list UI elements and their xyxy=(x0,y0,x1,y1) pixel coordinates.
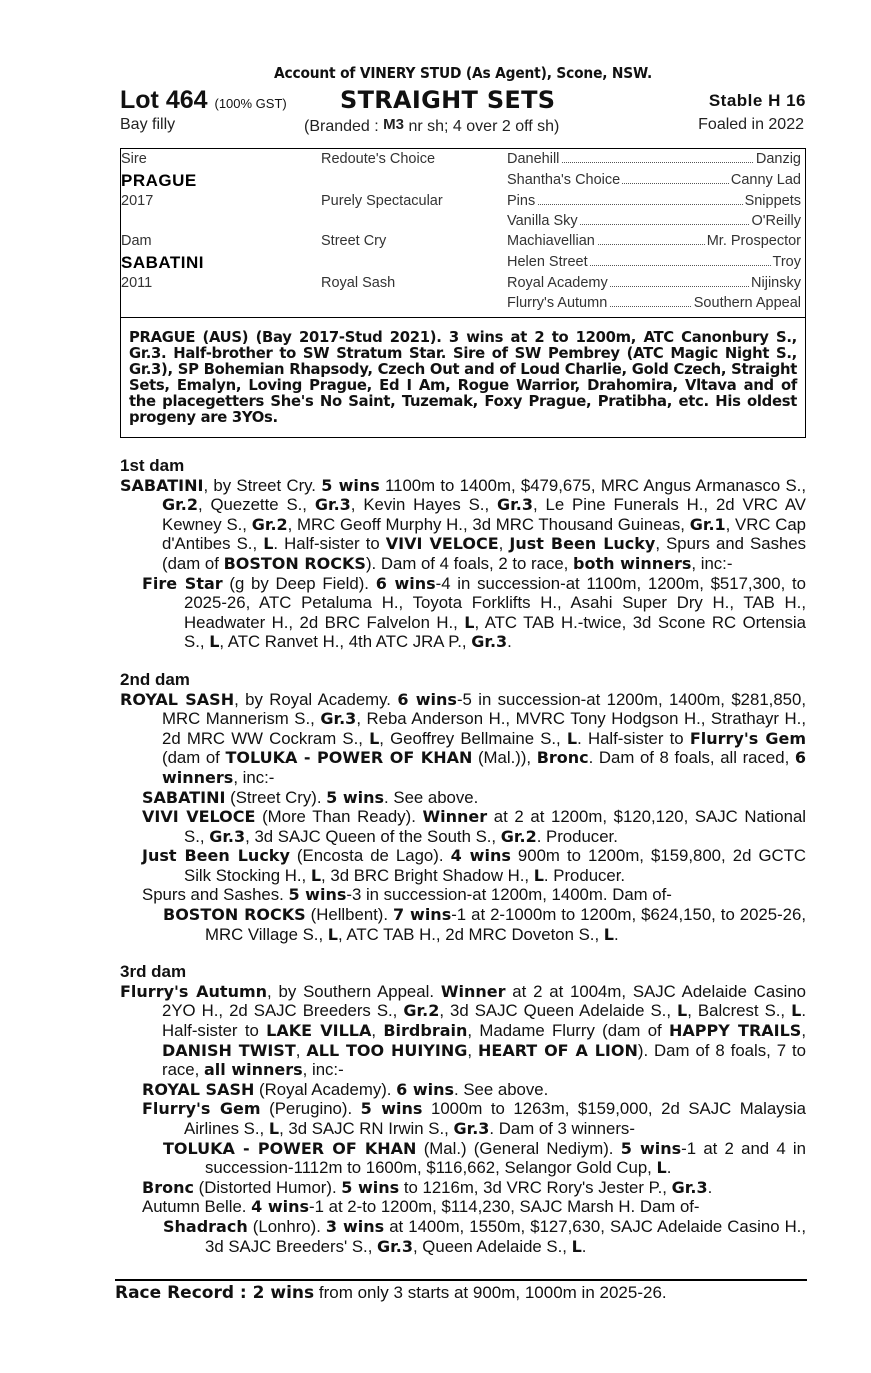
text-run: , xyxy=(295,1040,307,1060)
foaled-year: Foaled in 2022 xyxy=(698,116,804,133)
text-run: Autumn Belle. xyxy=(142,1197,252,1217)
text-run: , Queen Adelaide S., xyxy=(412,1236,572,1256)
text-run: (Royal Academy). xyxy=(254,1079,397,1099)
text-run: (g by Deep Field). xyxy=(222,573,376,593)
text-run: , 3d BRC Bright Shadow H., xyxy=(321,865,534,885)
gen3-horse: Royal Academy xyxy=(507,275,608,291)
text-run: , inc:- xyxy=(233,767,275,787)
text-run: , 3d SAJC Queen Adelaide S., xyxy=(439,1001,678,1021)
text-run: . Dam of 8 foals, all raced, xyxy=(588,748,795,768)
bold-run: DANISH TWIST xyxy=(162,1040,296,1060)
bold-run: all winners xyxy=(203,1060,303,1080)
bold-run: SABATINI xyxy=(120,475,204,495)
dam-label: Dam xyxy=(121,233,152,249)
text-run: Spurs and Sashes. xyxy=(142,885,289,905)
bold-run: 6 winners xyxy=(162,748,806,787)
bold-run: 5 wins xyxy=(321,475,380,495)
section-heading: 1st dam xyxy=(120,456,185,475)
pedigree-gen2-sire-dam: Purely Spectacular xyxy=(321,193,443,209)
text-run: at 2 at 1004m, SAJC Adelaide Casino 2YO H., 2d SAJC Breeders S., xyxy=(162,981,807,1021)
text-run: , Madame Flurry (dam of xyxy=(467,1021,670,1041)
bold-run: L xyxy=(571,1236,582,1256)
bold-run: Gr.2 xyxy=(251,514,288,534)
pedigree-gen2-sire-sire: Redoute's Choice xyxy=(321,151,436,167)
text-run: at 1400m, 1550m, $127,630, SAJC Adelaide Casino H., 3d SAJC Breeders' S., xyxy=(205,1216,807,1256)
gen3-horse: Flurry's Autumn xyxy=(507,295,608,311)
text-run: . xyxy=(666,1158,672,1178)
sire-label: Sire xyxy=(121,151,147,167)
bold-run: Gr.3 xyxy=(671,1177,708,1197)
text-run: (Lonhro). xyxy=(247,1216,326,1236)
dam-section xyxy=(120,456,806,652)
text-run: , xyxy=(467,1040,478,1060)
text-run: , Quezette S., xyxy=(197,495,315,515)
pedigree-entry xyxy=(120,788,806,808)
bold-run: TOLUKA - POWER OF KHAN xyxy=(225,748,473,768)
bold-run: TOLUKA - POWER OF KHAN xyxy=(163,1138,417,1158)
bold-run: both winners xyxy=(573,553,692,573)
bold-run: Birdbrain xyxy=(383,1021,468,1041)
text-run: -1 at 2-1000m to 1200m, $624,150, to 2025-26, MRC Village S., xyxy=(205,905,806,944)
text-run: . Half-sister to xyxy=(273,534,386,554)
bold-run: 5 wins xyxy=(620,1138,682,1158)
dam-year: 2011 xyxy=(121,275,153,291)
text-run: , 3d SAJC Queen of the South S., xyxy=(245,826,501,846)
text-run: , xyxy=(801,1021,807,1041)
pedigree-gen3-row xyxy=(507,151,801,167)
bold-run: 3 wins xyxy=(325,1216,385,1236)
section-heading: 3rd dam xyxy=(120,962,187,982)
bold-run: Gr.1 xyxy=(689,514,726,534)
bold-run: L xyxy=(263,534,274,554)
text-run: , ATC TAB H., 2d MRC Doveton S., xyxy=(338,924,604,944)
stable-label: Stable H 16 xyxy=(708,91,806,110)
text-run: . Producer. xyxy=(543,865,626,885)
bold-run: Gr.2 xyxy=(403,1001,440,1021)
bold-run: L xyxy=(566,728,578,748)
bold-run: Gr.3 xyxy=(377,1236,413,1256)
pedigree-entry xyxy=(120,690,806,788)
family-sections xyxy=(120,456,806,1256)
text-run: (Perugino). xyxy=(260,1099,361,1119)
gen3-sire: Troy xyxy=(772,254,801,270)
gen3-horse: Vanilla Sky xyxy=(507,213,578,229)
text-run: -3 in succession-at 1200m, 1400m. Dam of- xyxy=(346,885,672,905)
bold-run: L xyxy=(603,924,614,944)
account-line: Account of VINERY STUD (As Agent), Scone, NSW. xyxy=(273,64,653,82)
bold-run: 5 wins xyxy=(288,885,347,905)
pedigree-gen3-row xyxy=(507,172,801,188)
gst-note: (100% GST) xyxy=(214,96,287,111)
bold-run: L xyxy=(369,728,380,748)
bold-run: 5 wins xyxy=(326,787,385,807)
text-run: , Reba Anderson H., MVRC Tony Hodgson H., Strathayr H., 2d MRC WW Cockram S., xyxy=(162,709,807,748)
text-run: (Mal.) (General Nediym). xyxy=(416,1138,621,1158)
text-run: , 3d SAJC RN Irwin S., xyxy=(279,1119,454,1138)
text-run: . xyxy=(707,1177,713,1197)
bold-run: 5 wins xyxy=(341,1177,400,1197)
bold-run: Gr.3 xyxy=(314,495,351,515)
bold-run: Just Been Lucky xyxy=(142,846,290,866)
bold-run: Just Been Lucky xyxy=(509,534,656,554)
gen3-sire: O'Reilly xyxy=(751,213,801,229)
pedigree-entry xyxy=(120,1099,806,1138)
bold-run: VIVI VELOCE xyxy=(142,807,256,827)
text-run: , ATC Ranvet H., 4th ATC JRA P., xyxy=(219,632,472,652)
bold-run: 4 wins xyxy=(450,846,511,866)
text-run: . Half-sister to xyxy=(577,728,690,748)
text-run: at 2 at 1200m, $120,120, SAJC National S., xyxy=(184,807,806,846)
bold-run: Gr.3 xyxy=(471,632,508,652)
brand-mark: M3 xyxy=(383,116,405,133)
pedigree-entry xyxy=(120,476,806,574)
bold-run: SABATINI xyxy=(142,787,226,807)
lot-label: Lot 464 xyxy=(120,86,208,114)
pedigree-gen3-row xyxy=(507,295,801,311)
pedigree-gen3-row xyxy=(507,254,801,270)
bold-run: Shadrach xyxy=(163,1216,248,1236)
text-run: . xyxy=(614,924,619,944)
pedigree-gen3-row xyxy=(507,275,801,291)
sire-year: 2017 xyxy=(121,193,154,209)
text-run: , Spurs and Sashes (dam of xyxy=(162,534,807,573)
pedigree-gen3-row xyxy=(507,193,801,209)
text-run: . xyxy=(581,1236,587,1256)
text-run: (Encosta de Lago). xyxy=(289,846,451,866)
text-run: , Geoffrey Bellmaine S., xyxy=(379,728,567,748)
dam-name: SABATINI xyxy=(121,253,205,272)
bold-run: Gr.3 xyxy=(453,1119,490,1138)
gen3-sire: Southern Appeal xyxy=(693,295,801,311)
bold-run: Flurry's Autumn xyxy=(120,981,268,1001)
text-run: -4 in succession-at 1100m, 1200m, $517,300, to 2025-26, ATC Petaluma H., Toyota Forklifts H., Asahi Super Dry H., TAB H., Headwater H., 2d BRC Falvelon H., xyxy=(184,573,806,632)
text-run: (More Than Ready). xyxy=(255,807,423,827)
bold-run: HEART OF A LION xyxy=(478,1040,638,1060)
pedigree-entry xyxy=(120,885,806,905)
bold-run: BOSTON ROCKS xyxy=(223,553,366,573)
text-run: . See above. xyxy=(454,1079,549,1099)
race-record xyxy=(115,1279,807,1303)
horse-sex: Bay filly xyxy=(120,116,176,133)
bold-run: LAKE VILLA xyxy=(266,1021,372,1041)
text-run: , VRC Cap d'Antibes S., xyxy=(162,514,807,554)
text-run: 900m to 1200m, $159,800, 2d GCTC Silk Stocking H., xyxy=(184,846,806,885)
text-run: -1 at 2-to 1200m, $114,230, SAJC Marsh H. Dam of- xyxy=(309,1197,700,1217)
pedigree-entry xyxy=(120,982,806,1080)
text-run: . Producer. xyxy=(536,826,618,846)
race-record-label: Race Record : 2 wins xyxy=(115,1283,315,1303)
bold-run: ALL TOO HUIYING xyxy=(306,1040,468,1060)
text-run: , by Southern Appeal. xyxy=(267,981,441,1001)
text-run: -5 in succession-at 1200m, 1400m, $281,850, MRC Mannerism S., xyxy=(162,689,806,729)
text-run: , by Street Cry. xyxy=(203,475,322,495)
bold-run: Gr.3 xyxy=(497,495,533,515)
bold-run: 5 wins xyxy=(360,1099,423,1119)
sire-name: PRAGUE xyxy=(121,171,197,190)
pedigree-gen3-row xyxy=(507,233,801,249)
brand-prefix: (Branded : xyxy=(304,118,379,135)
text-run: , by Royal Academy. xyxy=(234,689,398,709)
bold-run: L xyxy=(327,924,338,944)
pedigree-entry xyxy=(120,1197,806,1217)
sire-notes: PRAGUE (AUS) (Bay 2017-Stud 2021). 3 wins at 2 to 1200m, ATC Canonbury S., Gr.3. Half-brother to SW Stratum Star. Sire of SW Pembrey (ATC Magic Night S., Gr.3), SP Bohemian Rhapsody, Czech Out and of Loud Charlie, Gold Czech, Straight Sets, Emalyn, Loving Prague, Ed I Am, Rogue Warrior, Drahomira, Vltava and of the placegetters She's No Saint, Tuzemak, Foxy Prague, Pratibha, etc. His oldest progeny are 3YOs. xyxy=(120,318,806,438)
bold-run: 4 wins xyxy=(251,1197,310,1217)
pedigree-entry xyxy=(120,1178,806,1198)
text-run: (Street Cry). xyxy=(225,787,327,807)
bold-run: L xyxy=(656,1158,667,1178)
text-run: (Distorted Humor). xyxy=(193,1177,342,1197)
bold-run: L xyxy=(791,1001,802,1021)
brand-suffix: nr sh; 4 over 2 off sh) xyxy=(408,118,560,135)
pedigree-entry xyxy=(120,1217,806,1256)
bold-run: L xyxy=(310,865,322,885)
bold-run: L xyxy=(268,1119,280,1138)
gen3-sire: Nijinsky xyxy=(751,275,801,291)
bold-run: Gr.2 xyxy=(162,495,198,515)
text-run: (Mal.)), xyxy=(472,748,537,768)
text-run: -1 at 2 and 4 in succession-1112m to 1600m, $116,662, Selangor Gold Cup, xyxy=(205,1138,806,1178)
bold-run: 7 wins xyxy=(393,905,452,925)
horse-name: STRAIGHT SETS xyxy=(340,86,556,114)
gen3-sire: Mr. Prospector xyxy=(706,233,801,249)
bold-run: BOSTON ROCKS xyxy=(163,905,306,925)
text-run: , xyxy=(371,1021,384,1041)
pedigree-gen2-dam-dam: Royal Sash xyxy=(321,275,396,291)
bold-run: L xyxy=(209,632,220,652)
pedigree-gen2-dam-sire: Street Cry xyxy=(321,233,387,249)
bold-run: Winner xyxy=(440,981,506,1001)
gen3-horse: Danehill xyxy=(507,151,560,167)
text-run: , Le Pine Funerals H., 2d VRC AV Kewney S., xyxy=(162,495,806,534)
bold-run: Bronc xyxy=(536,748,589,768)
dam-section xyxy=(120,962,806,1256)
dam-section xyxy=(120,670,806,944)
text-run: (Hellbent). xyxy=(305,905,394,925)
bold-run: Winner xyxy=(422,807,488,827)
pedigree-entry xyxy=(120,1080,806,1100)
bold-run: L xyxy=(533,865,544,885)
pedigree-entry xyxy=(120,1139,806,1178)
sub-row xyxy=(120,116,806,140)
text-run: , ATC TAB H.-twice, 3d Scone RC Ortensia S., xyxy=(184,612,806,652)
gen3-horse: Helen Street xyxy=(507,254,588,270)
text-run: , inc:- xyxy=(302,1060,344,1080)
bold-run: ROYAL SASH xyxy=(120,689,235,709)
bold-run: HAPPY TRAILS xyxy=(669,1021,802,1041)
bold-run: Flurry's Gem xyxy=(689,728,806,748)
bold-run: 6 wins xyxy=(396,1079,455,1099)
bold-run: 6 wins xyxy=(397,689,457,709)
gen3-horse: Shantha's Choice xyxy=(507,172,621,188)
text-run: , Kevin Hayes S., xyxy=(350,495,497,515)
bold-run: 6 wins xyxy=(375,573,436,593)
text-run: 1100m to 1400m, $479,675, MRC Angus Armanasco S., xyxy=(379,475,806,495)
text-run: to 1216m, 3d VRC Rory's Jester P., xyxy=(399,1177,672,1197)
bold-run: Flurry's Gem xyxy=(142,1099,261,1119)
catalogue-page xyxy=(120,64,806,1256)
lot-number xyxy=(120,86,287,115)
pedigree-table xyxy=(120,148,806,318)
gen3-sire: Canny Lad xyxy=(730,172,801,188)
text-run: , inc:- xyxy=(691,553,733,573)
pedigree-entry xyxy=(120,846,806,885)
gen3-horse: Pins xyxy=(507,193,536,209)
pedigree-gen3-row xyxy=(507,213,801,229)
text-run: ). Dam of 8 foals, 7 to race, xyxy=(162,1040,807,1080)
gen3-sire: Snippets xyxy=(744,193,801,209)
text-run: , MRC Geoff Murphy H., 3d MRC Thousand Guineas, xyxy=(287,514,690,534)
gen3-sire: Danzig xyxy=(755,151,801,167)
bold-run: Gr.3 xyxy=(209,826,246,846)
text-run: . See above. xyxy=(384,787,479,807)
pedigree-entry xyxy=(120,807,806,846)
bold-run: L xyxy=(464,612,475,632)
text-run: . Half-sister to xyxy=(162,1001,806,1041)
bold-run: Bronc xyxy=(142,1177,194,1197)
bold-run: Fire Star xyxy=(142,573,223,593)
bold-run: VIVI VELOCE xyxy=(385,534,499,554)
pedigree-entry xyxy=(120,574,806,652)
pedigree-entry xyxy=(120,905,806,944)
bold-run: ROYAL SASH xyxy=(142,1079,255,1099)
bold-run: L xyxy=(677,1001,688,1021)
text-run: . Dam of 3 winners- xyxy=(489,1119,635,1138)
text-run: (dam of xyxy=(162,748,226,768)
race-record-text: from only 3 starts at 900m, 1000m in 2025-26. xyxy=(314,1283,667,1302)
text-run: ). Dam of 4 foals, 2 to race, xyxy=(365,553,574,573)
section-heading: 2nd dam xyxy=(120,669,190,689)
bold-run: Gr.2 xyxy=(500,826,537,846)
bold-run: Gr.3 xyxy=(320,709,357,729)
text-run: 1000m to 1263m, $159,000, 2d SAJC Malaysia Airlines S., xyxy=(184,1099,806,1138)
title-row xyxy=(120,86,806,116)
brand-description xyxy=(304,116,559,136)
text-run: , xyxy=(498,534,510,554)
gen3-horse: Machiavellian xyxy=(507,233,595,249)
text-run: . xyxy=(507,632,512,652)
text-run: , Balcrest S., xyxy=(687,1001,792,1021)
